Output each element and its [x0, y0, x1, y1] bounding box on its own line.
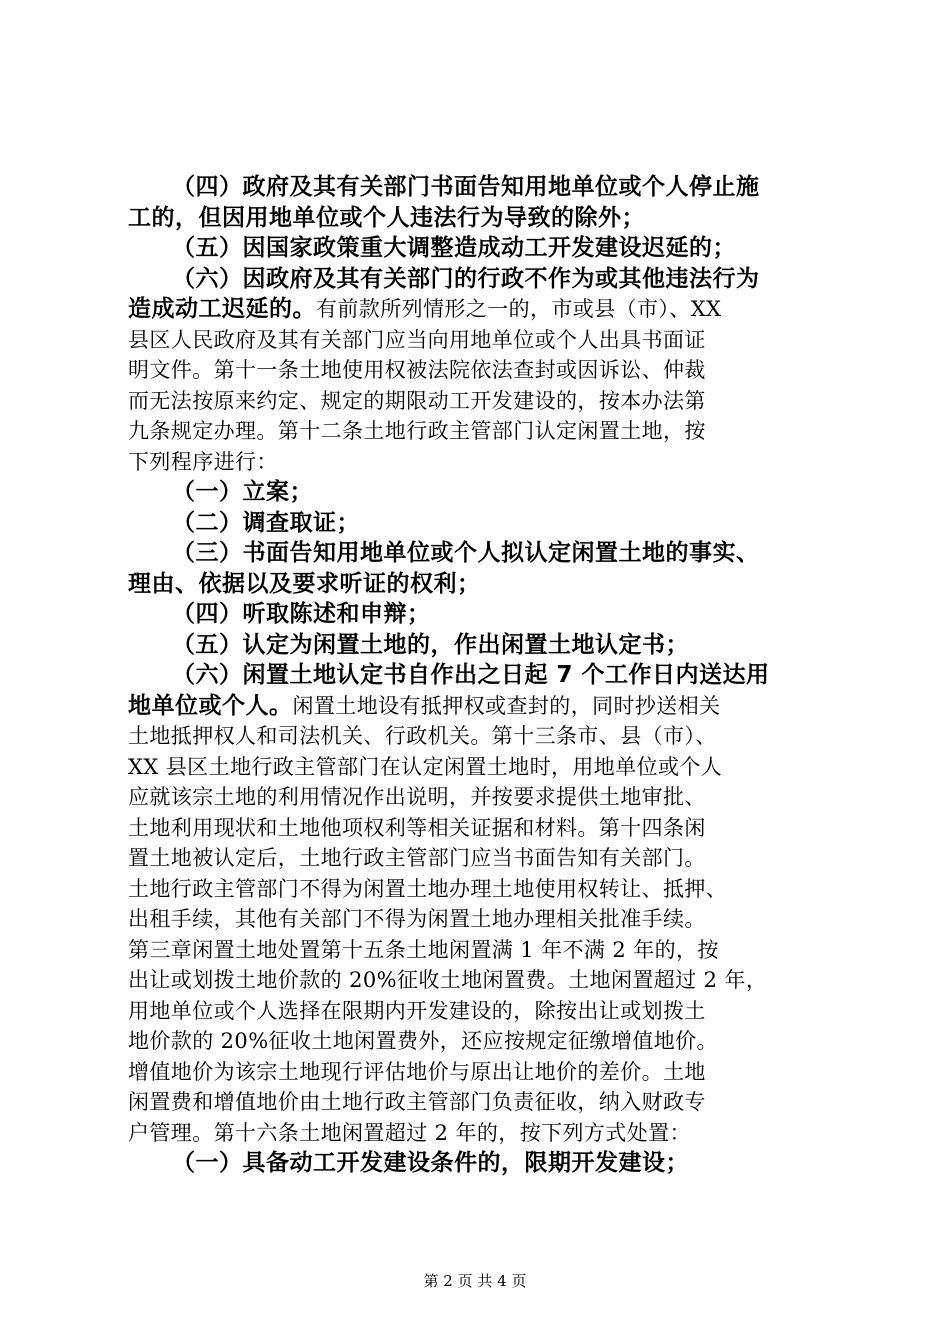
bold-text: （五）认定为闲置土地的，作出闲置土地认定书；: [172, 631, 689, 658]
text-line: [128, 935, 832, 966]
text-line: [128, 477, 832, 508]
text-line: [128, 874, 832, 905]
text-line: [128, 996, 832, 1027]
text-line: [128, 752, 832, 783]
text-line: [128, 813, 832, 844]
body-text: 应就该宗土地的利用情况作出说明，并按要求提供土地审批、: [128, 785, 706, 809]
text-line: [128, 538, 832, 569]
bold-text: （一）立案；: [172, 479, 313, 505]
text-line: [128, 1148, 832, 1179]
text-line: [128, 447, 832, 478]
body-text: XX 县区土地行政主管部门在认定闲置土地时，用地单位或个人: [128, 754, 723, 779]
text-line: [128, 264, 832, 295]
body-text: 九条规定办理。第十二条土地行政主管部门认定闲置土地，按: [128, 419, 706, 443]
text-line: [128, 691, 832, 722]
text-line: [128, 1118, 832, 1149]
bold-text: （二）调查取证；: [172, 509, 360, 536]
body-text: 出让或划拨土地价款的 20%征收土地闲置费。土地闲置超过 2 年，: [128, 968, 768, 992]
text-line: [128, 599, 832, 630]
text-line: [128, 965, 832, 996]
body-text: 土地抵押权人和司法机关、行政机关。第十三条市、县（市）、: [128, 724, 717, 748]
body-text: 地价款的 20%征收土地闲置费外，还应按规定征缴增值地价。: [128, 1029, 718, 1053]
body-text: 明文件。第十一条土地使用权被法院依法查封或因诉讼、仲裁: [128, 358, 706, 382]
body-text: 用地单位或个人选择在限期内开发建设的，除按出让或划拨土: [128, 998, 706, 1023]
bold-text: （六）闲置土地认定书自作出之日起 7 个工作日内送达用: [172, 662, 770, 688]
text-line: [128, 843, 832, 874]
page-footer: 第 2 页 共 4 页: [423, 1272, 527, 1290]
text-line: [128, 630, 832, 661]
body-text: 闲置土地设有抵押权或查封的，同时抄送相关: [292, 693, 721, 718]
body-text: 下列程序进行：: [128, 449, 278, 474]
bold-text: 工的，但因用地单位或个人违法行为导致的除外；: [128, 204, 645, 231]
body-text: 增值地价为该宗土地现行评估地价与原出让地价的差价。土地: [128, 1059, 706, 1084]
body-text: 置土地被认定后，土地行政主管部门应当书面告知有关部门。: [128, 846, 706, 870]
text-line: [128, 416, 832, 447]
text-line: [128, 325, 832, 356]
document-body: [128, 172, 832, 1179]
body-text: 闲置费和增值地价由土地行政主管部门负责征收，纳入财政专: [128, 1090, 706, 1114]
body-text: 而无法按原来约定、规定的期限动工开发建设的，按本办法第: [128, 388, 706, 413]
body-text: 第三章闲置土地处置第十五条土地闲置满 1 年不满 2 年的，按: [128, 937, 719, 962]
text-line: [128, 721, 832, 752]
text-line: [128, 203, 832, 234]
text-line: [128, 1057, 832, 1088]
body-text: 有前款所列情形之一的，市或县（市）、XX: [316, 297, 722, 321]
text-line: [128, 386, 832, 417]
text-line: [128, 1026, 832, 1057]
text-line: [128, 1087, 832, 1118]
bold-text: （六）因政府及其有关部门的行政不作为或其他违法行为: [172, 265, 760, 292]
bold-text: 理由、依据以及要求听证的权利；: [128, 570, 481, 597]
body-text: 出租手续，其他有关部门不得为闲置土地办理相关批准手续。: [128, 907, 706, 931]
text-line: [128, 904, 832, 935]
bold-text: （四）政府及其有关部门书面告知用地单位或个人停止施: [172, 174, 760, 200]
text-line: [128, 508, 832, 539]
text-line: [128, 355, 832, 386]
text-line: [128, 782, 832, 813]
text-line: [128, 569, 832, 600]
body-text: 户管理。第十六条土地闲置超过 2 年的，按下列方式处置：: [128, 1120, 691, 1145]
bold-text: 地单位或个人。: [128, 692, 293, 719]
bold-text: （四）听取陈述和申辩；: [172, 601, 431, 627]
bold-text: （一）具备动工开发建设条件的，限期开发建设；: [172, 1150, 689, 1176]
text-line: [128, 660, 832, 691]
body-text: 县区人民政府及其有关部门应当向用地单位或个人出具书面证: [128, 327, 706, 352]
text-line: [128, 294, 832, 325]
bold-text: （五）因国家政策重大调整造成动工开发建设迟延的；: [172, 235, 736, 261]
bold-text: 造成动工迟延的。: [128, 296, 316, 322]
body-text: 土地行政主管部门不得为闲置土地办理土地使用权转让、抵押、: [128, 876, 728, 901]
bold-text: （三）书面告知用地单位或个人拟认定闲置土地的事实、: [172, 540, 760, 566]
text-line: [128, 233, 832, 264]
text-line: [128, 172, 832, 203]
body-text: 土地利用现状和土地他项权利等相关证据和材料。第十四条闲: [128, 815, 706, 840]
